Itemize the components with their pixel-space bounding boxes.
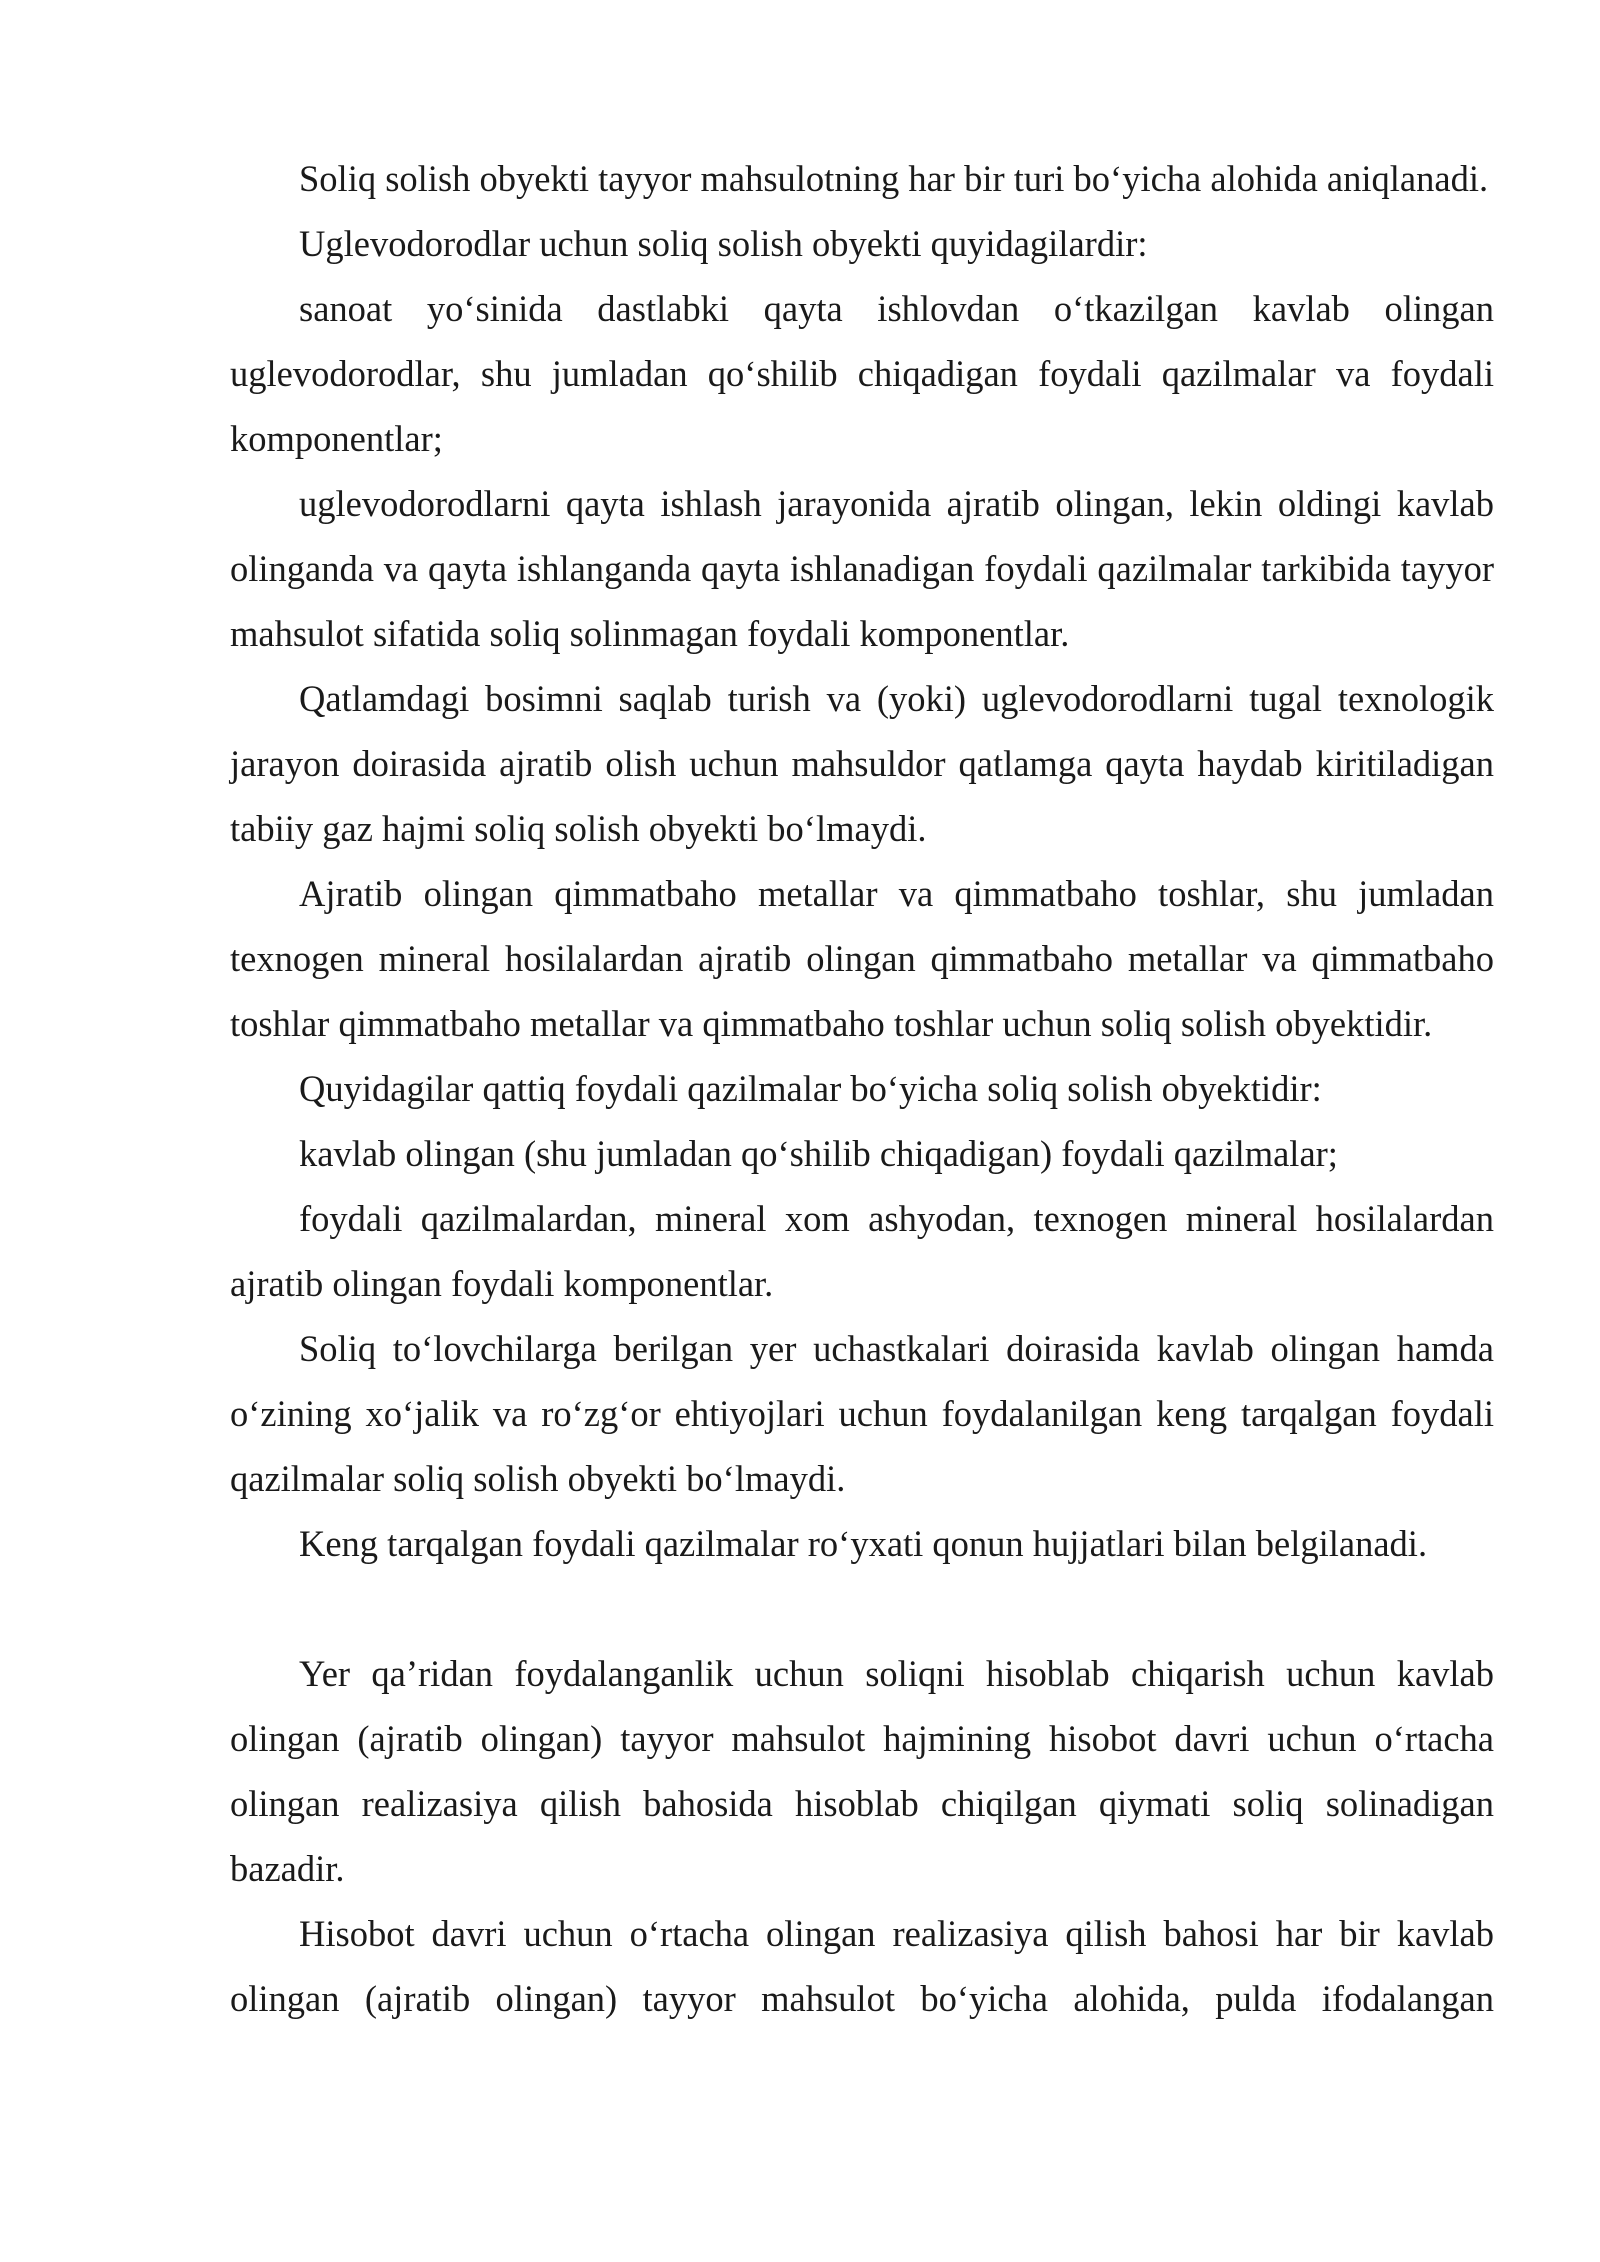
- paragraph: Soliq to‘lovchilarga berilgan yer uchastkalari doirasida kavlab olingan hamda o‘zining xo‘jalik va ro‘zg‘or ehtiyojlari uchun foydalanilgan keng tarqalgan foydali qazilmalar soliq solish obyekti bo‘lmaydi.: [230, 1328, 1494, 1499]
- paragraph: kavlab olingan (shu jumladan qo‘shilib chiqadigan) foydali qazilmalar;: [299, 1133, 1338, 1174]
- paragraph: sanoat yo‘sinida dastlabki qayta ishlovdan o‘tkazilgan kavlab olingan uglevodorodlar, shu jumladan qo‘shilib chiqadigan foydali qazilmalar va foydali komponentlar;: [230, 288, 1494, 459]
- paragraph: Ajratib olingan qimmatbaho metallar va qimmatbaho toshlar, shu jumladan texnogen mineral hosilalardan ajratib olingan qimmatbaho metallar va qimmatbaho toshlar qimmatbaho metallar va qimmatbaho toshlar uchun soliq solish obyektidir.: [230, 873, 1494, 1044]
- paragraph: Soliq solish obyekti tayyor mahsulotning har bir turi bo‘yicha alohida aniqlanadi.: [299, 158, 1489, 199]
- section-gap: [230, 1576, 1494, 1641]
- paragraph: uglevodorodlarni qayta ishlash jarayonida ajratib olingan, lekin oldingi kavlab olinganda va qayta ishlanganda qayta ishlanadigan foydali qazilmalar tarkibida tayyor mahsulot sifatida soliq solinmagan foydali komponentlar.: [230, 483, 1494, 654]
- paragraph: Yer qa’ridan foydalanganlik uchun soliqni hisoblab chiqarish uchun kavlab olingan (ajratib olingan) tayyor mahsulot hajmining hisobot davri uchun o‘rtacha olingan realizasiya qilish bahosida hisoblab chiqilgan qiymati soliq solinadigan bazadir.: [230, 1653, 1494, 1889]
- paragraph: Qatlamdagi bosimni saqlab turish va (yoki) uglevodorodlarni tugal texnologik jarayon doirasida ajratib olish uchun mahsuldor qatlamga qayta haydab kiritiladigan tabiiy gaz hajmi soliq solish obyekti bo‘lmaydi.: [230, 678, 1494, 849]
- paragraph: Keng tarqalgan foydali qazilmalar ro‘yxati qonun hujjatlari bilan belgilanadi.: [299, 1523, 1428, 1564]
- paragraph: Quyidagilar qattiq foydali qazilmalar bo‘yicha soliq solish obyektidir:: [299, 1068, 1322, 1109]
- paragraph: Hisobot davri uchun o‘rtacha olingan realizasiya qilish bahosi har bir kavlab olingan (ajratib olingan) tayyor mahsulot bo‘yicha alohida, pulda ifodalangan: [230, 1913, 1494, 2019]
- document-page: [230, 146, 1494, 2031]
- paragraph: Uglevodorodlar uchun soliq solish obyekti quyidagilardir:: [299, 223, 1148, 264]
- paragraph: foydali qazilmalardan, mineral xom ashyodan, texnogen mineral hosilalardan ajratib olingan foydali komponentlar.: [230, 1198, 1494, 1304]
